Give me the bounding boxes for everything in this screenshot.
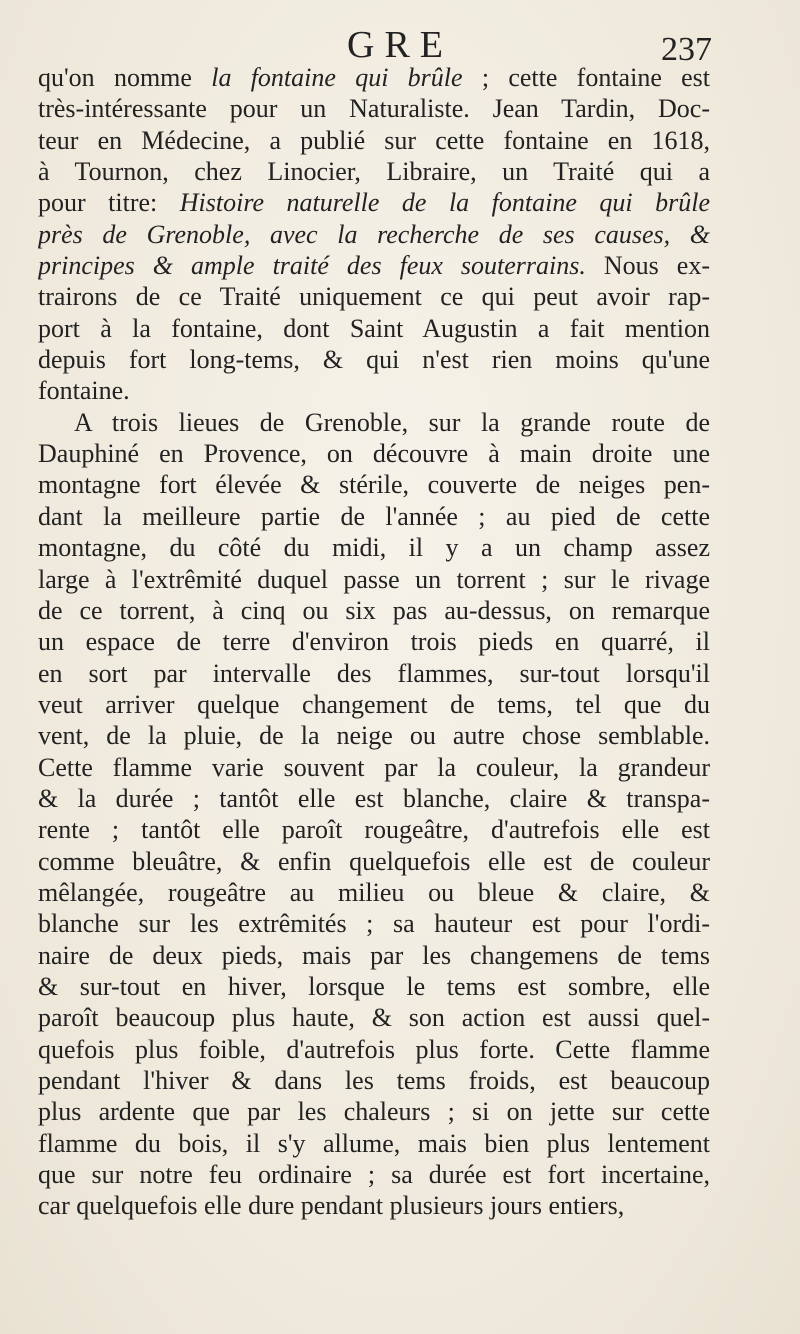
text-segment: depuis fort long-tems, & qui n'est rien moins qu'une (38, 345, 710, 375)
text-segment: pendant l'hiver & dans les tems froids, est beaucoup (38, 1066, 710, 1095)
text-line (38, 1190, 710, 1221)
text-segment: très-intéressante pour un Naturaliste. Jean Tardin, Doc- (38, 94, 710, 124)
body-text (38, 62, 710, 1222)
text-line (38, 62, 710, 93)
text-line (38, 1128, 710, 1159)
text-line (38, 971, 710, 1002)
text-line (38, 814, 710, 845)
text-line (38, 1096, 710, 1127)
text-line (38, 156, 710, 187)
text-line (38, 250, 710, 281)
text-segment: montagne, du côté du midi, il y a un champ assez (38, 533, 710, 563)
text-segment: Dauphiné en Provence, on découvre à main droite une (38, 439, 710, 469)
text-segment: dant la meilleure partie de l'année ; au pied de cette (38, 501, 710, 531)
text-segment: que sur notre feu ordinaire ; sa durée est fort incertaine, (38, 1160, 710, 1190)
text-segment: & sur-tout en hiver, lorsque le tems est sombre, elle (38, 971, 710, 1001)
text-segment: teur en Médecine, a publié sur cette fontaine en 1618, (38, 125, 710, 155)
italic-text: la fontaine qui brûle (211, 63, 463, 92)
text-line (38, 720, 710, 751)
text-line (38, 407, 710, 438)
text-segment: blanche sur les extrêmités ; sa hauteur est pour l'ordi- (38, 909, 710, 939)
text-line (38, 438, 710, 469)
text-segment: Cette flamme varie souvent par la couleur, la grandeur (38, 752, 710, 782)
text-segment: plus ardente que par les chaleurs ; si on jette sur cette (38, 1097, 710, 1127)
text-line (38, 532, 710, 563)
text-line (38, 783, 710, 814)
text-segment: car quelquefois elle dure pendant plusieurs jours entiers, (38, 1191, 625, 1221)
italic-text: principes & ample traité des feux souterrains. (38, 251, 586, 281)
text-line (38, 1065, 710, 1096)
text-line (38, 469, 710, 500)
text-line (38, 125, 710, 156)
text-line (38, 877, 710, 908)
text-segment: rente ; tantôt elle paroît rougeâtre, d'autrefois elle est (38, 815, 710, 845)
text-segment: paroît beaucoup plus haute, & son action est aussi quel- (38, 1003, 710, 1033)
text-segment: un espace de terre d'environ trois pieds en quarré, il (38, 627, 710, 657)
text-line (38, 375, 710, 406)
text-line (38, 908, 710, 939)
text-segment: naire de deux pieds, mais par les changemens de tems (38, 940, 710, 970)
text-line (38, 595, 710, 626)
text-line (38, 344, 710, 375)
running-head: GRE (347, 24, 453, 66)
text-line (38, 501, 710, 532)
text-segment: ; cette fontaine est (462, 63, 710, 92)
text-line (38, 187, 710, 218)
text-line (38, 1159, 710, 1190)
italic-text: Histoire naturelle de la fontaine qui brûle (179, 188, 710, 218)
text-line (38, 752, 710, 783)
text-line (38, 313, 710, 344)
text-segment: vent, de la pluie, de la neige ou autre chose semblable. (38, 721, 710, 751)
text-line (38, 846, 710, 877)
text-segment: à Tournon, chez Linocier, Libraire, un Traité qui a (38, 157, 710, 187)
text-segment: comme bleuâtre, & enfin quelquefois elle est de couleur (38, 846, 710, 876)
text-segment: qu'on nomme (38, 63, 212, 92)
text-line (38, 626, 710, 657)
text-line (38, 564, 710, 595)
text-segment: Nous ex- (585, 251, 710, 281)
text-line (38, 1002, 710, 1033)
text-segment: de ce torrent, à cinq ou six pas au-dessus, on remarque (38, 595, 710, 625)
text-segment: en sort par intervalle des flammes, sur-tout lorsqu'il (38, 658, 710, 688)
text-line (38, 1034, 710, 1065)
text-segment: veut arriver quelque changement de tems, tel que du (38, 689, 710, 719)
text-line (38, 219, 710, 250)
text-segment: A trois lieues de Grenoble, sur la grande route de (74, 407, 710, 437)
text-line (38, 93, 710, 124)
text-line (38, 281, 710, 312)
text-segment: fontaine. (38, 376, 130, 406)
text-segment: port à la fontaine, dont Saint Augustin a fait mention (38, 313, 710, 343)
text-segment: pour titre: (38, 188, 180, 218)
text-segment: flamme du bois, il s'y allume, mais bien plus lentement (38, 1128, 710, 1158)
text-segment: montagne fort élevée & stérile, couverte de neiges pen- (38, 470, 710, 500)
page-number: 237 (661, 31, 712, 68)
text-segment: mêlangée, rougeâtre au milieu ou bleue & claire, & (38, 877, 710, 907)
text-segment: quefois plus foible, d'autrefois plus forte. Cette flamme (38, 1034, 710, 1064)
text-line (38, 940, 710, 971)
text-line (38, 658, 710, 689)
text-segment: & la durée ; tantôt elle est blanche, claire & transpa- (38, 783, 710, 813)
text-line (38, 689, 710, 720)
italic-text: près de Grenoble, avec la recherche de ses causes, & (38, 219, 710, 249)
text-segment: trairons de ce Traité uniquement ce qui peut avoir rap- (38, 282, 710, 312)
text-segment: large à l'extrêmité duquel passe un torrent ; sur le rivage (38, 564, 710, 594)
